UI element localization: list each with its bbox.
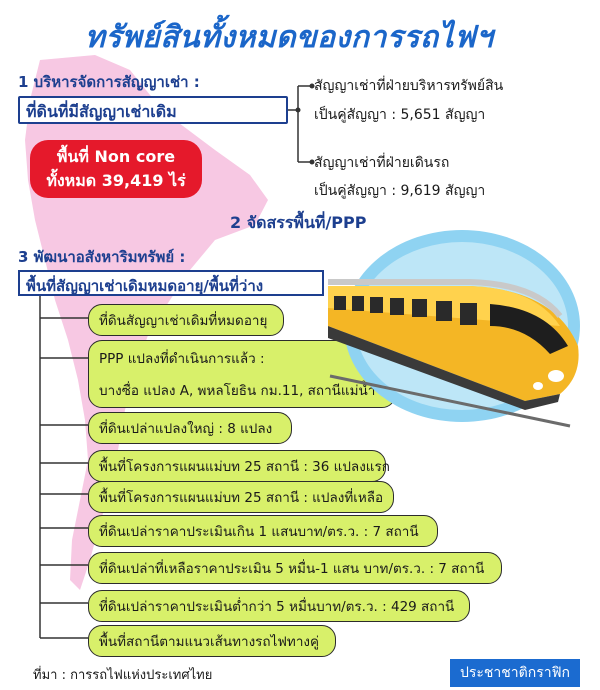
list-item: พื้นที่โครงการแผนแม่บท 25 สถานี : 36 แปลงแรก [88,450,386,482]
source-note: ที่มา : การรถไฟแห่งประเทศไทย [33,668,213,683]
list-item: ที่ดินสัญญาเช่าเดิมที่หมดอายุ [88,304,284,336]
page-title: ทรัพย์สินทั้งหมดของการรถไฟฯ [85,20,494,55]
non-core-line1: พื้นที่ Non core [56,147,176,166]
list-item: พื้นที่โครงการแผนแม่บท 25 สถานี : แปลงที่เหลือ [88,481,394,513]
branch-a-detail: เป็นคู่สัญญา : 5,651 สัญญา [314,107,486,123]
section3-subheading: พื้นที่สัญญาเช่าเดิมหมดอายุ/พื้นที่ว่าง [18,270,324,296]
branch-b-detail: เป็นคู่สัญญา : 9,619 สัญญา [314,183,486,199]
branch-a-label: สัญญาเช่าที่ฝ่ายบริหารทรัพย์สิน [314,78,504,94]
section1-subheading: ที่ดินที่มีสัญญาเช่าเดิม [18,96,288,124]
list-item: ที่ดินเปล่าราคาประเมินเกิน 1 แสนบาท/ตร.ว. : 7 สถานี [88,515,438,547]
section3-heading: 3 พัฒนาอสังหาริมทรัพย์ : [18,248,186,266]
section1-heading: 1 บริหารจัดการสัญญาเช่า : [18,73,200,91]
ppp-detail: บางซื่อ แปลง A, พหลโยธิน กม.11, สถานีแม่น้ำ [99,383,376,399]
brand-logo: ประชาชาติกราฟิก [450,659,580,687]
list-item: ที่ดินเปล่าราคาประเมินต่ำกว่า 5 หมื่นบาท/ตร.ว. : 429 สถานี [88,590,470,622]
list-item: พื้นที่สถานีตามแนวเส้นทางรถไฟทางคู่ [88,625,336,657]
train-illustration [320,226,590,436]
branch-b-label: สัญญาเช่าที่ฝ่ายเดินรถ [314,155,450,171]
non-core-area-badge [30,140,202,198]
non-core-line2: ทั้งหมด 39,419 ไร่ [46,171,186,190]
section2-heading: 2 จัดสรรพื้นที่/PPP [230,213,367,232]
list-item: ที่ดินเปล่าแปลงใหญ่ : 8 แปลง [88,412,292,444]
list-item: ที่ดินเปล่าที่เหลือราคาประเมิน 5 หมื่น-1 แสน บาท/ตร.ว. : 7 สถานี [88,552,502,584]
ppp-label: PPP แปลงที่ดำเนินการแล้ว : [99,351,265,367]
